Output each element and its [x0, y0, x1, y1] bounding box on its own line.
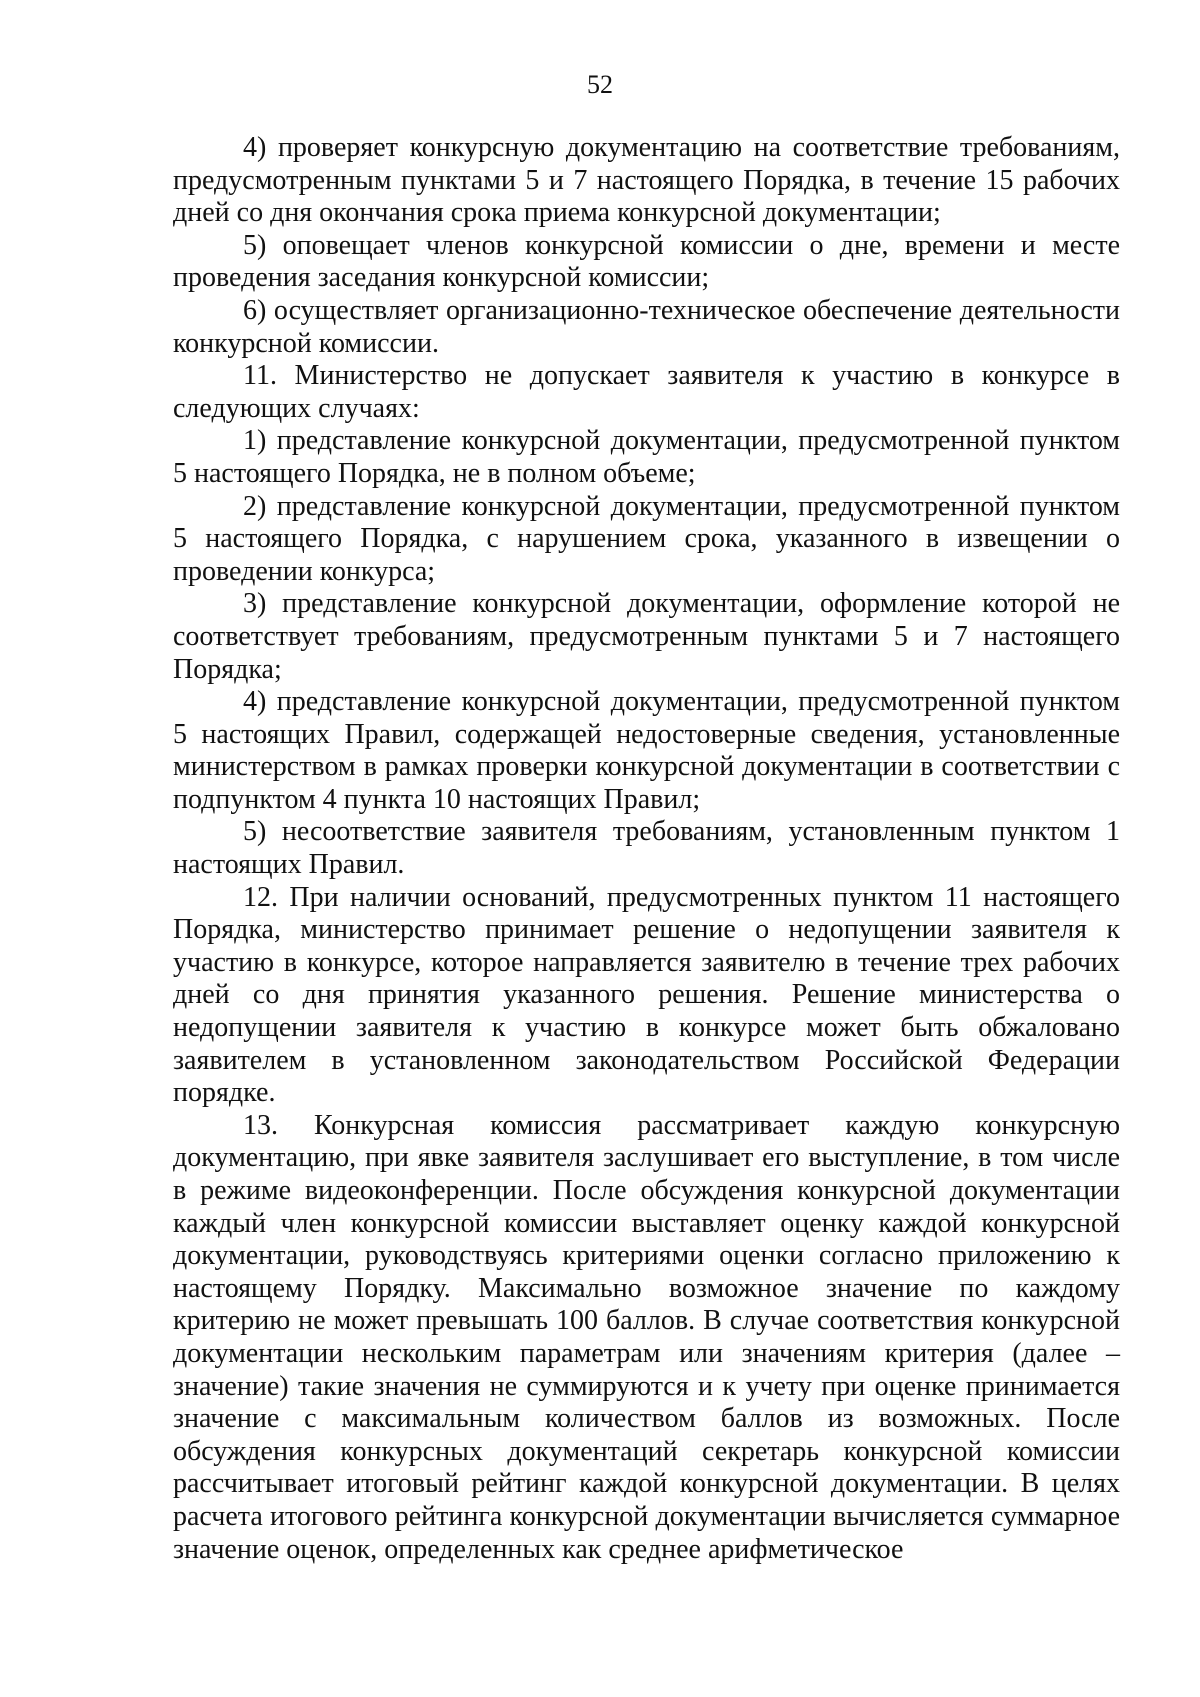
paragraph-10-4: 4) проверяет конкурсную документацию на соответствие требованиям, предусмотренным пунктами 5 и 7 настоящего Порядка, в течение 15 рабочих дней со дня окончания срока приема конкурсной документации;	[173, 132, 1120, 229]
paragraph-11: 11. Министерство не допускает заявителя к участию в конкурсе в следующих случаях:	[173, 360, 1120, 424]
document-body	[173, 132, 1120, 1566]
paragraph-11-2: 2) представление конкурсной документации, предусмотренной пунктом 5 настоящего Порядка, с нарушением срока, указанного в извещении о проведении конкурса;	[173, 490, 1120, 587]
paragraph-12: 12. При наличии оснований, предусмотренных пунктом 11 настоящего Порядка, министерство принимает решение о недопущении заявителя к участию в конкурсе, которое направляется заявителю в течение трех рабочих дней со дня принятия указанного решения. Решение министерства о недопущении заявителя к участию в конкурсе может быть обжаловано заявителем в установленном законодательством Российской Федерации порядке.	[173, 881, 1120, 1109]
paragraph-10-5: 5) оповещает членов конкурсной комиссии о дне, времени и месте проведения заседания конкурсной комиссии;	[173, 229, 1120, 294]
paragraph-11-5: 5) несоответствие заявителя требованиям, установленным пунктом 1 настоящих Правил.	[173, 816, 1120, 881]
paragraph-11-1: 1) представление конкурсной документации, предусмотренной пунктом 5 настоящего Порядка, не в полном объеме;	[173, 425, 1120, 489]
paragraph-11-4: 4) представление конкурсной документации, предусмотренной пунктом 5 настоящих Правил, содержащей недостоверные сведения, установленные министерством в рамках проверки конкурсной документации в соответствии с подпунктом 4 пункта 10 настоящих Правил;	[173, 686, 1120, 815]
paragraph-10-6: 6) осуществляет организационно-техническое обеспечение деятельности конкурсной комиссии.	[173, 294, 1120, 359]
paragraph-11-3: 3) представление конкурсной документации, оформление которой не соответствует требованиям, предусмотренным пунктами 5 и 7 настоящего Порядка;	[173, 588, 1120, 685]
paragraph-13: 13. Конкурсная комиссия рассматривает каждую конкурсную документацию, при явке заявителя заслушивает его выступление, в том числе в режиме видеоконференции. После обсуждения конкурсной документации каждый член конкурсной комиссии выставляет оценку каждой конкурсной документации, руководствуясь критериями оценки согласно приложению к настоящему Порядку. Максимально возможное значение по каждому критерию не может превышать 100 баллов. В случае соответствия конкурсной документации нескольким параметрам или значениям критерия (далее – значение) такие значения не суммируются и к учету при оценке принимается значение с максимальным количеством баллов из возможных. После обсуждения конкурсных документаций секретарь конкурсной комиссии рассчитывает итоговый рейтинг каждой конкурсной документации. В целях расчета итогового рейтинга конкурсной документации вычисляется суммарное значение оценок, определенных как среднее арифметическое	[173, 1109, 1120, 1565]
page-number: 52	[587, 70, 613, 99]
